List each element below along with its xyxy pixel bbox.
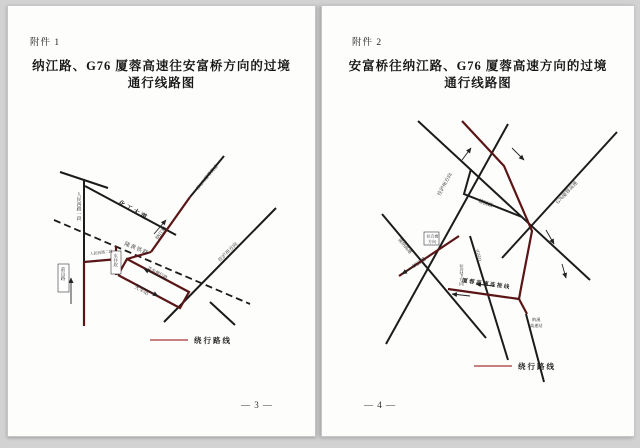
label-g321: (G321) (475, 248, 484, 262)
title-line2: 通行线路图 (127, 76, 196, 90)
label-huagong-avenue: 化工大道 (117, 199, 150, 222)
label-to-luzhou: 往泸州方向 (217, 242, 240, 264)
label-longhuang-railway: 隆黄铁路 (123, 241, 150, 258)
label-jianguo-road: 建国路 (477, 199, 494, 210)
label-to-baijie: 往白节方向 (459, 264, 465, 286)
label-najiang-road: 纳江路 (155, 225, 169, 242)
label-station-1: 纳溪 (532, 317, 541, 322)
attachment-label-1: 附件 1 (30, 38, 61, 48)
label-longna-expressway: 隆纳高速 (397, 237, 413, 255)
page-title-right (322, 58, 634, 92)
label-g76-expressway: G76厦蓉高速 (555, 181, 579, 206)
label-expressway-connector: 厦蓉高速连接线 (461, 278, 512, 291)
page-number-3: — 3 — (241, 400, 273, 410)
title-line2: 通行线路图 (444, 76, 512, 90)
label-najiang-road: 纳江路 (412, 257, 428, 270)
label-shuijingkan: 水井坎 (113, 253, 119, 268)
legend-label-left: 绕行路线 (194, 336, 232, 345)
legend-label-right: 绕行路线 (518, 362, 556, 371)
label-to-luzhou: 往泸州方向 (437, 172, 454, 197)
attachment-label-2: 附件 2 (352, 38, 383, 48)
title-line1: 安富桥往纳江路、G76 厦蓉高速方向的过境 (348, 59, 608, 73)
label-to-hemian-1: 往合面 (426, 233, 439, 239)
page-3 (7, 5, 316, 437)
label-renmin-west-2: 人民西路二段 (89, 249, 113, 256)
direction-arrows (402, 148, 566, 296)
route-map-right (374, 118, 629, 386)
page-number-4: — 4 — (364, 400, 396, 410)
route-map-left (38, 112, 288, 364)
page-4 (321, 5, 635, 437)
label-to-g76: 往G76厦蓉高速 (194, 163, 219, 191)
roads-black (60, 156, 276, 325)
label-qianshan-road: 前山路 (61, 267, 66, 281)
label-renmin-west-1: 人民西路一段 (75, 192, 81, 221)
label-truck-bypass: 货车便行路 (146, 265, 169, 281)
label-train-station: 火车站 (133, 284, 150, 298)
page-title-left (8, 58, 315, 92)
title-line1: 纳江路、G76 厦蓉高速往安富桥方向的过境 (32, 59, 291, 73)
label-to-hemian-2: 方向 (428, 239, 436, 244)
label-station-2: 高速站 (530, 323, 543, 328)
